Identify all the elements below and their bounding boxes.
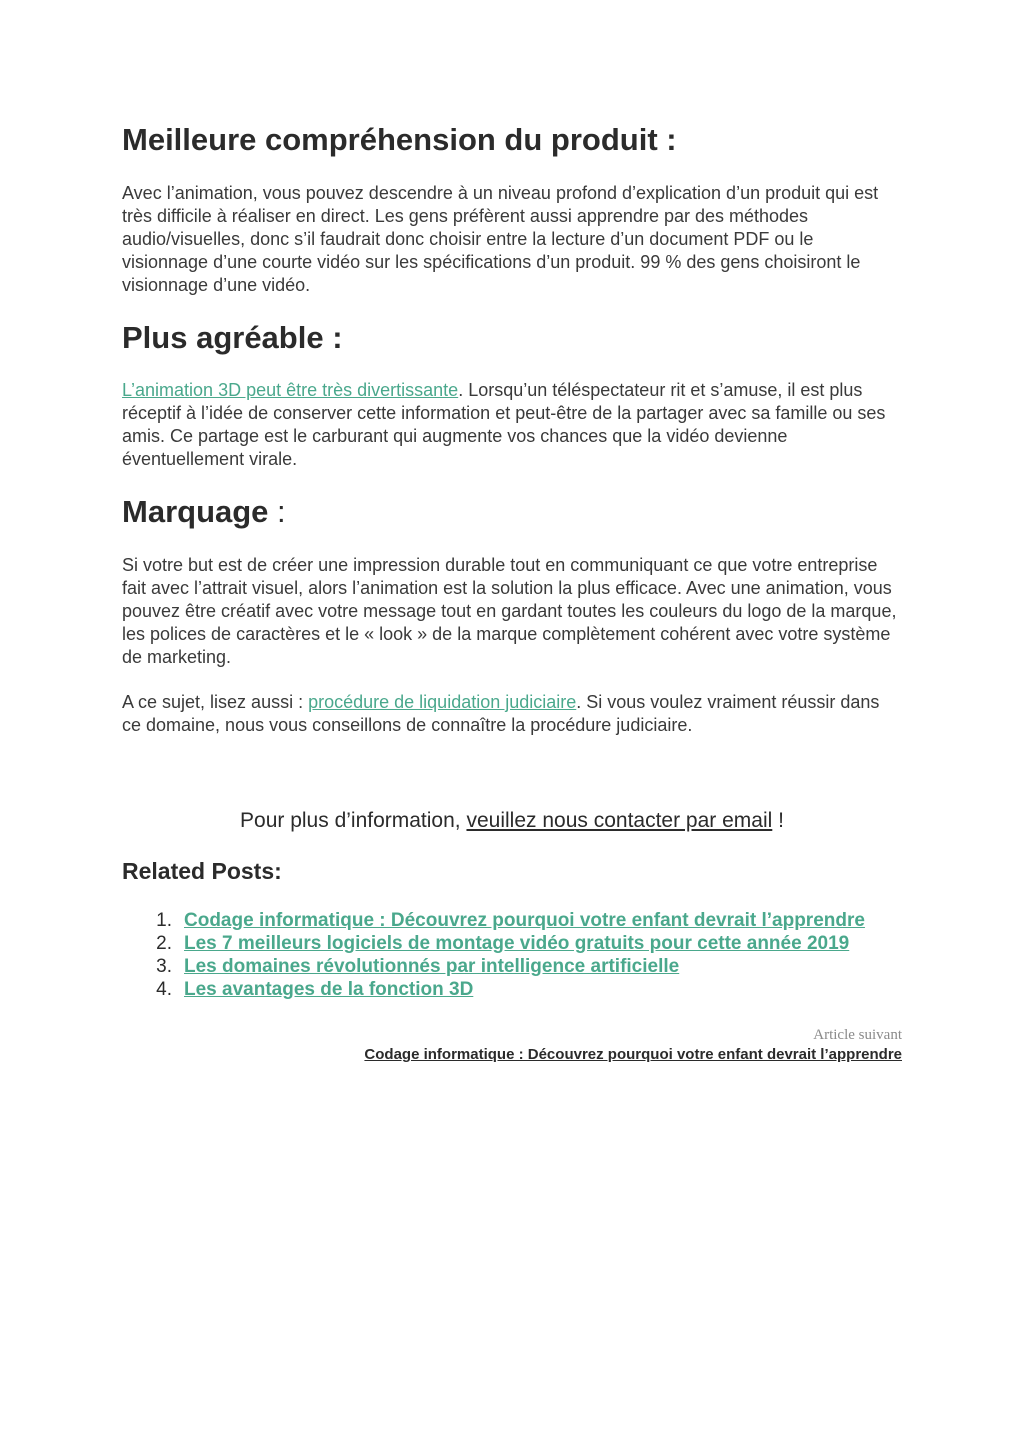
list-item-number: 2.	[156, 933, 172, 954]
section-body-understanding: Avec l’animation, vous pouvez descendre à un niveau profond d’explication d’un produit qui est très difficile à réaliser en direct. Les gens préfèrent aussi apprendre par des méthodes audio/visuelles, donc s’il faudrait donc choisir entre la lecture d’un document PDF ou le visionnage d’une courte vidéo sur les spécifications d’un produit. 99 % des gens choisiront le visionnage d’une vidéo.	[122, 183, 879, 295]
section-body-branding: Si votre but est de créer une impression durable tout en communiquant ce que votre entreprise fait avec l’attrait visuel, alors l’animation est la solution la plus efficace. Avec une animation, vous pouvez être créatif avec votre message tout en gardant toutes les couleurs du logo de la marque, les polices de caractères et le « look » de la marque complètement cohérent avec votre système de marketing.	[122, 555, 897, 667]
list-item	[122, 978, 902, 1001]
branding-heading-colon: :	[268, 494, 286, 529]
contact-prefix: Pour plus d’information,	[240, 809, 467, 832]
related-posts-list	[122, 909, 902, 1001]
list-item	[122, 909, 902, 932]
related-posts-title: Related Posts:	[122, 858, 282, 884]
list-item-number: 3.	[156, 956, 172, 977]
list-item-number: 1.	[156, 910, 172, 931]
section-heading-branding	[122, 494, 286, 530]
contact-line	[122, 808, 902, 834]
section-body-enjoyable-text: . Lorsqu’un téléspectateur rit et s’amuse, il est plus réceptif à l’idée de conserver cette information et peut-être de la partager avec sa famille ou ses amis. Ce partage est le carburant qui augmente vos chances que la vidéo devienne éventuellement virale.	[122, 380, 886, 469]
see-also-prefix: A ce sujet, lisez aussi :	[122, 692, 309, 712]
next-article-label: Article suivant	[813, 1027, 902, 1043]
section-heading-enjoyable: Plus agréable :	[122, 320, 343, 355]
related-post-link[interactable]: Les 7 meilleurs logiciels de montage vidéo gratuits pour cette année 2019	[184, 933, 850, 954]
next-article	[122, 1046, 902, 1064]
animation-3d-link[interactable]: L’animation 3D peut être très divertissante	[122, 380, 459, 400]
section-heading-understanding: Meilleure compréhension du produit :	[122, 122, 677, 157]
next-article-link[interactable]: Codage informatique : Découvrez pourquoi votre enfant devrait l’apprendre	[364, 1046, 902, 1063]
contact-email-link[interactable]: veuillez nous contacter par email	[466, 809, 773, 832]
list-item	[122, 932, 902, 955]
see-also-paragraph	[122, 691, 902, 737]
section-body-enjoyable	[122, 379, 902, 471]
list-item-number: 4.	[156, 979, 172, 1000]
liquidation-procedure-link[interactable]: procédure de liquidation judiciaire	[308, 692, 577, 712]
see-also-suffix: . Si vous voulez vraiment réussir dans ce domaine, nous vous conseillons de connaître la procédure judiciaire.	[122, 692, 880, 735]
related-post-link[interactable]: Les domaines révolutionnés par intelligence artificielle	[184, 956, 680, 977]
list-item	[122, 955, 902, 978]
related-post-link[interactable]: Codage informatique : Découvrez pourquoi votre enfant devrait l’apprendre	[184, 910, 865, 931]
contact-suffix: !	[772, 809, 784, 832]
branding-heading-bold: Marquage	[122, 494, 269, 529]
related-post-link[interactable]: Les avantages de la fonction 3D	[184, 979, 474, 1000]
